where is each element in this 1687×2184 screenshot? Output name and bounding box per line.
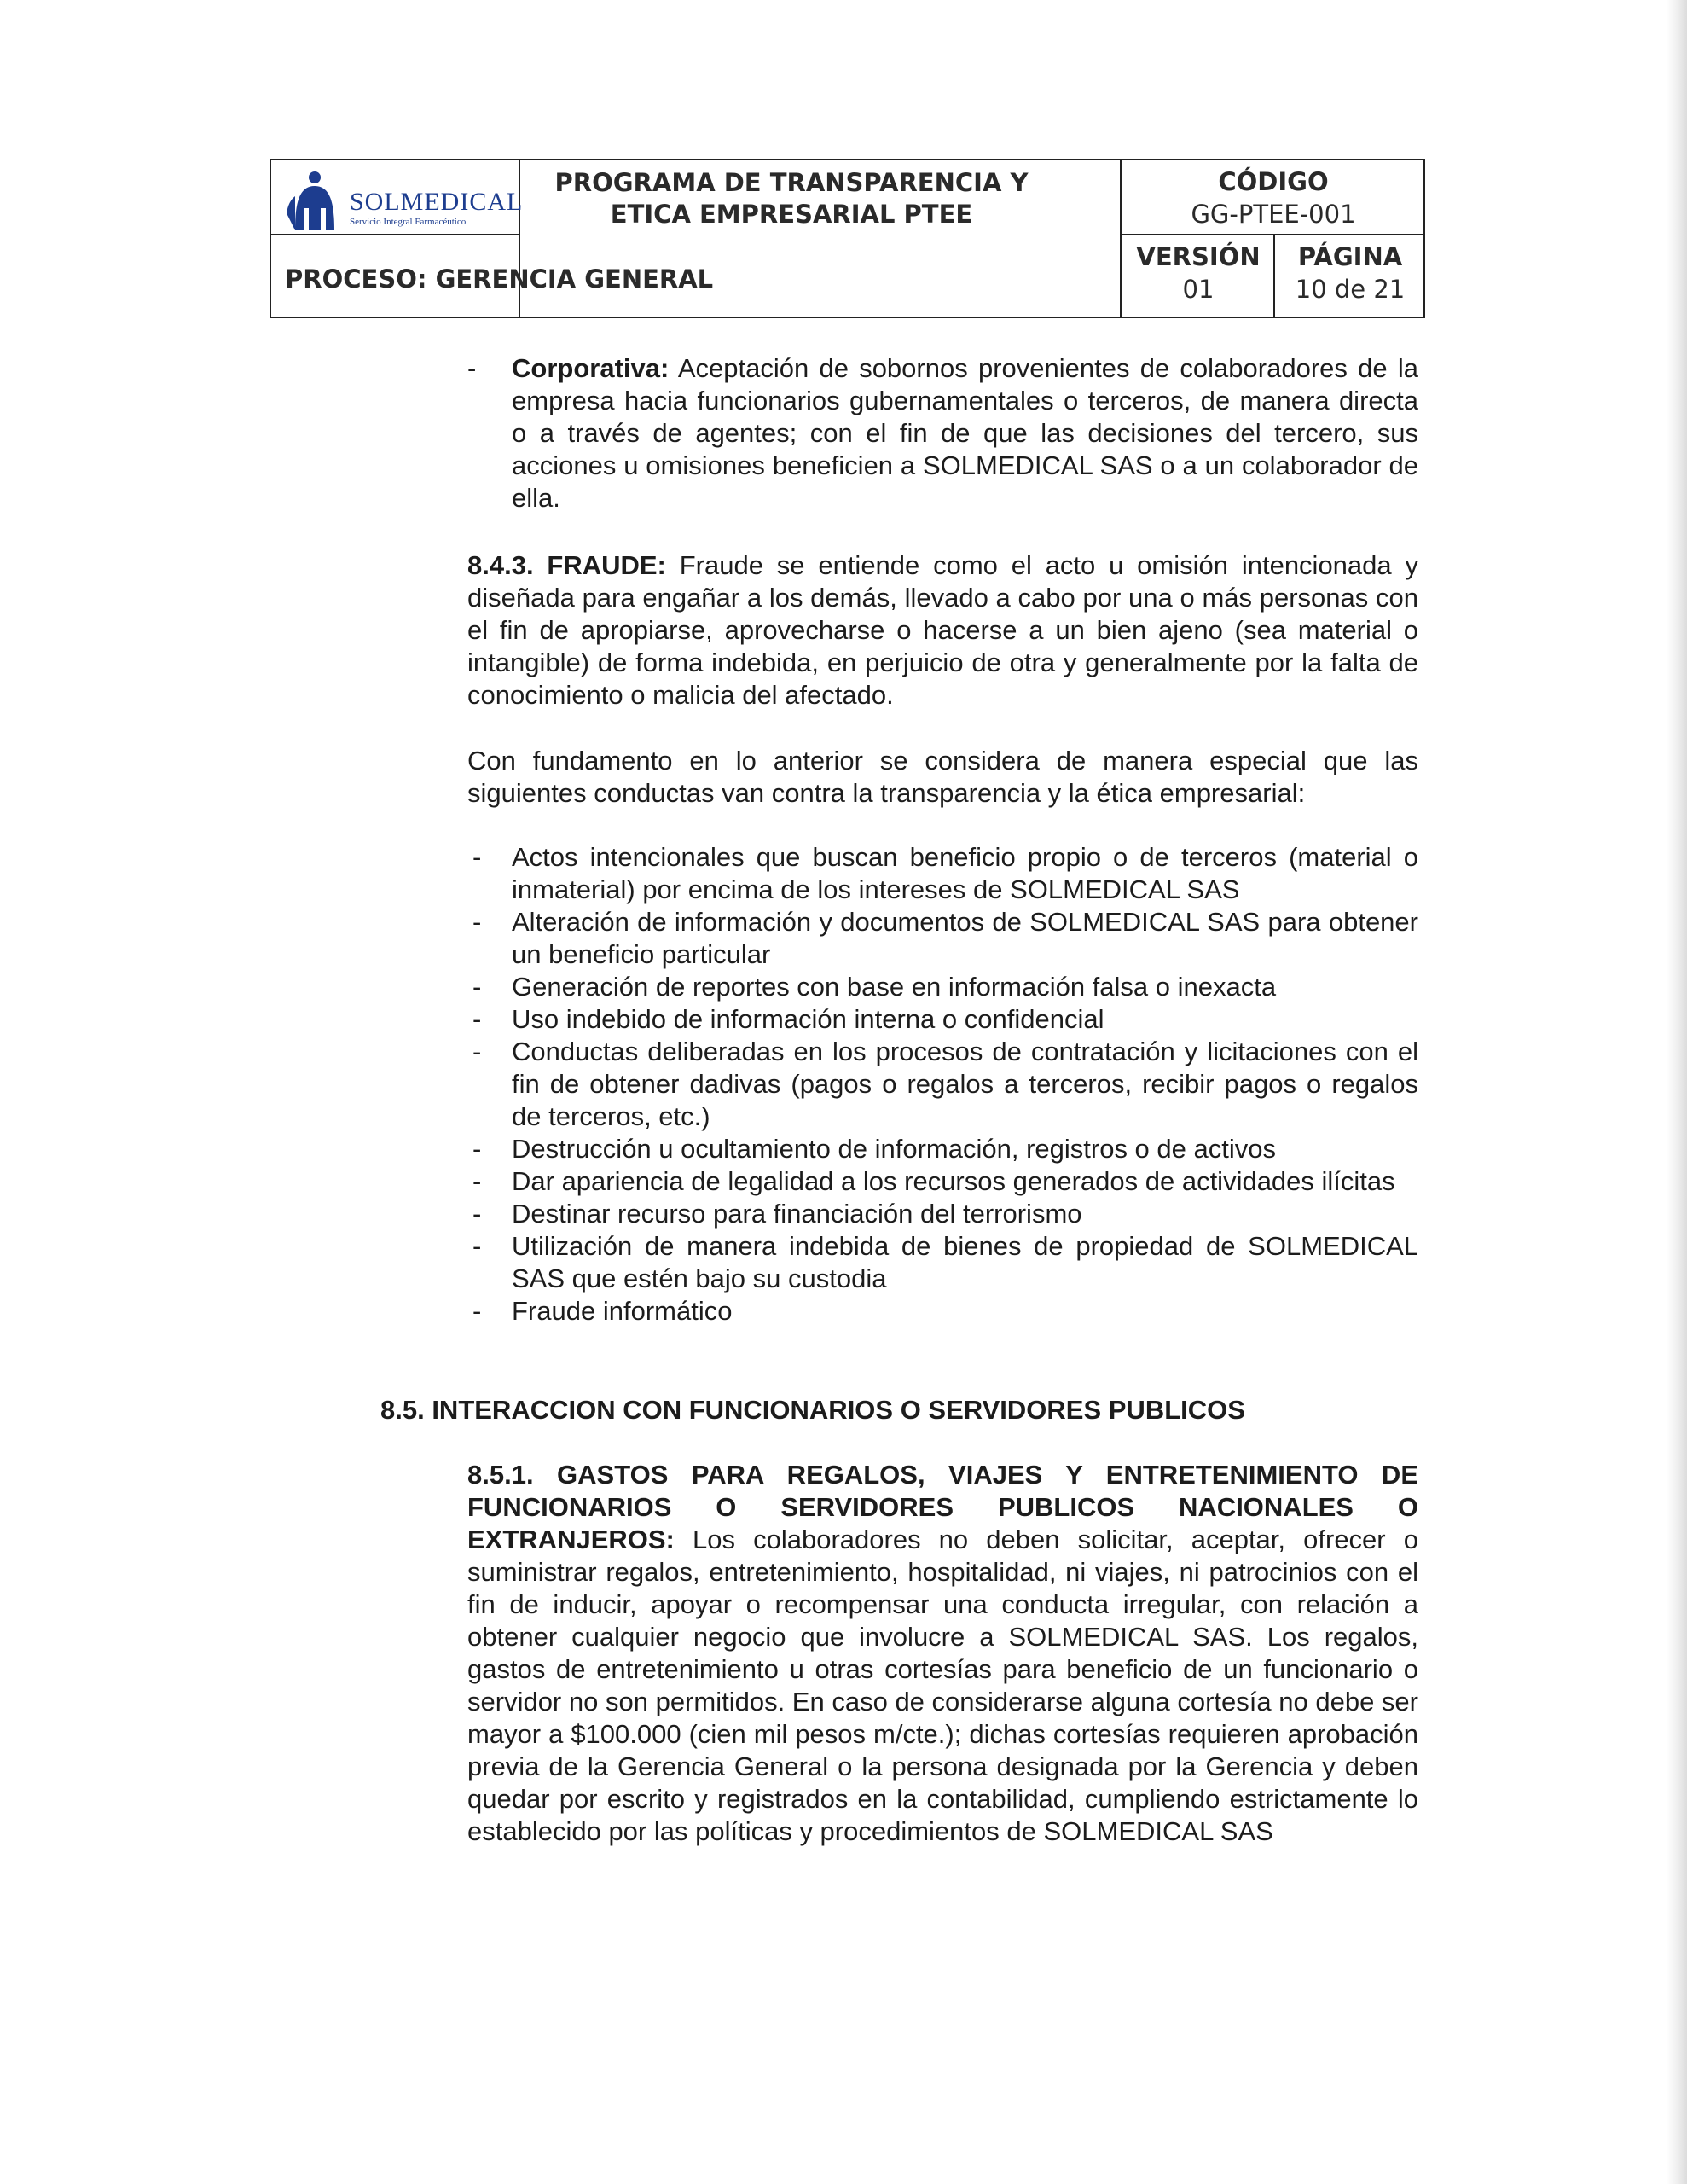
list-item: - Generación de reportes con base en información falsa o inexacta xyxy=(472,972,1277,1002)
list-item: - Actos intencionales que buscan beneficio propio o de terceros (material o inmaterial) por encima de los intereses de SOLMEDICAL SAS xyxy=(472,842,1418,904)
section-heading-8-5: 8.5. INTERACCION CON FUNCIONARIOS O SERVIDORES PUBLICOS xyxy=(380,1395,1245,1425)
logo-person-icon xyxy=(283,171,346,234)
list-item: - Conductas deliberadas en los procesos de contratación y licitaciones con el fin de obtener dadivas (pagos o regalos a terceros, recibir pagos o regalos de terceros, etc.) xyxy=(472,1037,1418,1131)
fraude-paragraph xyxy=(467,549,1418,712)
logo-name: SOLMEDICAL xyxy=(350,188,524,216)
code-label: CÓDIGO xyxy=(1218,167,1329,196)
list-item: - Dar apariencia de legalidad a los recursos generados de actividades ilícitas xyxy=(472,1166,1395,1196)
list-item: - Destrucción u ocultamiento de información, registros o de activos xyxy=(472,1134,1276,1164)
list-item: - Alteración de información y documentos de SOLMEDICAL SAS para obtener un beneficio particular xyxy=(472,907,1418,969)
version-label: VERSIÓN xyxy=(1136,242,1261,271)
company-logo xyxy=(283,171,524,230)
gastos-text: Los colaboradores no deben solicitar, aceptar, ofrecer o suministrar regalos, entretenimiento, hospitalidad, ni viajes, ni patrocinios con el fin de inducir, apoyar o recompensar una conducta irregular, con relación a obtener cualquier negocio que involucre a SOLMEDICAL SAS. Los regalos, gastos de entretenimiento u otras cortesías para beneficio de un funcionario o servidor no son permitidos. En caso de considerarse alguna cortesía no debe ser mayor a $100.000 (cien mil pesos m/cte.); dichas cortesías requieren aprobación previa de la Gerencia General o la persona designada por la Gerencia y deben quedar por escrito y registrados en la contabilidad, cumpliendo estrictamente lo establecido por las políticas y procedimientos de SOLMEDICAL SAS xyxy=(467,1525,1418,1846)
process-label: PROCESO: GERENCIA GENERAL xyxy=(285,264,714,293)
bullet-dash: - xyxy=(467,353,477,383)
list-item: - Destinar recurso para financiación del terrorismo xyxy=(472,1199,1082,1228)
corporativa-text: Aceptación de sobornos provenientes de colaboradores de la empresa hacia funcionarios gubernamentales o terceros, de manera directa o a través de agentes; con el fin de que las decisiones del tercero, sus acciones u omisiones beneficien a SOLMEDICAL SAS o a un colaborador de ella. xyxy=(512,353,1418,513)
program-title: PROGRAMA DE TRANSPARENCIA Y ETICA EMPRESARIAL PTEE xyxy=(554,168,1029,229)
fraude-number: 8.4.3. xyxy=(467,550,534,580)
page-edge-shadow xyxy=(1667,0,1687,2184)
gastos-heading: 8.5.1. GASTOS PARA REGALOS, VIAJES Y ENTRETENIMIENTO DE FUNCIONARIOS O SERVIDORES PUBLICOS NACIONALES O EXTRANJEROS: xyxy=(467,1460,1418,1554)
logo-tagline: Servicio Integral Farmacéutico xyxy=(350,217,467,227)
fraude-label: FRAUDE: xyxy=(547,550,666,580)
page-label: PÁGINA xyxy=(1297,242,1403,271)
corporativa-paragraph xyxy=(512,352,1418,514)
version-value: 01 xyxy=(1182,275,1215,304)
conducts-intro: Con fundamento en lo anterior se considera de manera especial que las siguientes conductas van contra la transparencia y la ética empresarial: xyxy=(467,746,1418,808)
list-item: - Fraude informático xyxy=(472,1296,733,1326)
list-item: - Utilización de manera indebida de bienes de propiedad de SOLMEDICAL SAS que estén bajo su custodia xyxy=(472,1231,1418,1293)
conducts-list xyxy=(472,841,1418,1327)
code-value: GG-PTEE-001 xyxy=(1191,200,1356,229)
list-item: - Uso indebido de información interna o confidencial xyxy=(472,1004,1104,1034)
document-header xyxy=(270,159,1425,318)
page-value: 10 de 21 xyxy=(1295,275,1406,304)
fraude-text: Fraude se entiende como el acto u omisión intencionada y diseñada para engañar a los demás, llevado a cabo por una o más personas con el fin de apropiarse, aprovecharse o hacerse a un bien ajeno (sea material o intangible) de forma indebida, en perjuicio de otra y generalmente por la falta de conocimiento o malicia del afectado. xyxy=(467,550,1418,710)
corporativa-label: Corporativa: xyxy=(512,353,670,383)
gastos-paragraph xyxy=(467,1459,1418,1848)
